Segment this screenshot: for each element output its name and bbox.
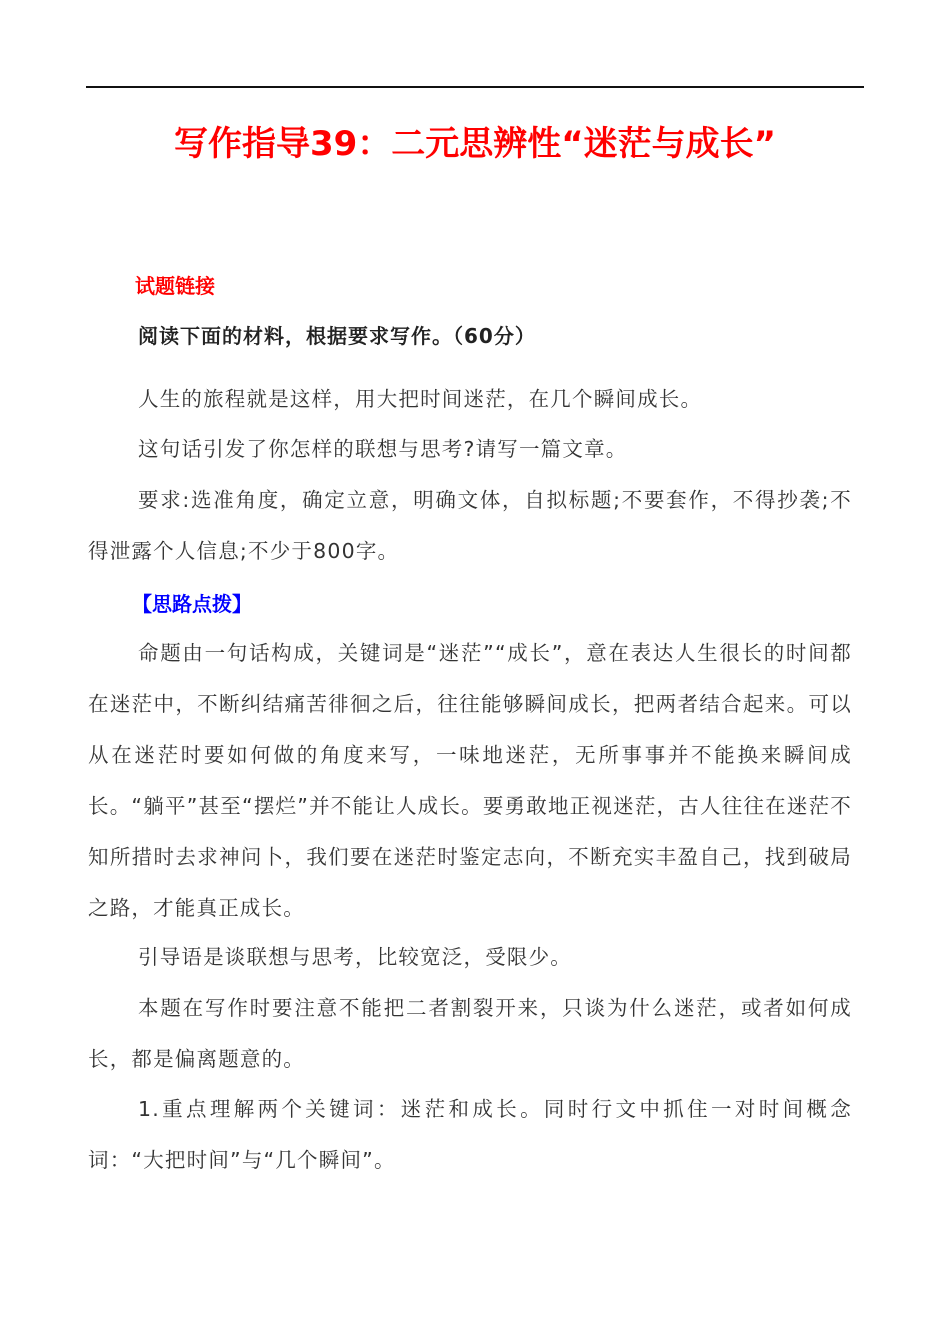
- guidance-paragraph-2: 引导语是谈联想与思考，比较宽泛，受限少。: [138, 945, 572, 969]
- guidance-paragraph-1: 命题由一句话构成，关键词是“迷茫”“成长”，意在表达人生很长的时间都在迷茫中，不断纠结痛苦徘徊之后，往往能够瞬间成长，把两者结合起来。可以从在迷茫时要如何做的角度来写，一味地迷茫，无所事事并不能换来瞬间成长。“躺平”甚至“摆烂”并不能让人成长。要勇敢地正视迷茫，古人往往在迷茫不知所措时去求神问卜，我们要在迷茫时鉴定志向，不断充实丰盈自己，找到破局之路，才能真正成长。: [88, 641, 852, 920]
- header-rule: [86, 86, 864, 88]
- question-prompt: 这句话引发了你怎样的联想与思考?请写一篇文章。: [138, 437, 628, 461]
- question-requirements: 要求:选准角度，确定立意，明确文体，自拟标题;不要套作，不得抄袭;不得泄露个人信息;不少于800字。: [88, 488, 852, 563]
- question-instruction: 阅读下面的材料，根据要求写作。（60分）: [138, 324, 536, 348]
- document-title: 写作指导39：二元思辨性“迷茫与成长”: [173, 124, 776, 164]
- section-heading-question: 试题链接: [135, 274, 215, 298]
- question-material: 人生的旅程就是这样，用大把时间迷茫，在几个瞬间成长。: [138, 387, 703, 411]
- guidance-paragraph-4: 1.重点理解两个关键词：迷茫和成长。同时行文中抓住一对时间概念词：“大把时间”与“几个瞬间”。: [88, 1097, 852, 1172]
- section-heading-guidance: 【思路点拨】: [132, 592, 252, 616]
- guidance-paragraph-3: 本题在写作时要注意不能把二者割裂开来，只谈为什么迷茫，或者如何成长，都是偏离题意的。: [88, 996, 852, 1071]
